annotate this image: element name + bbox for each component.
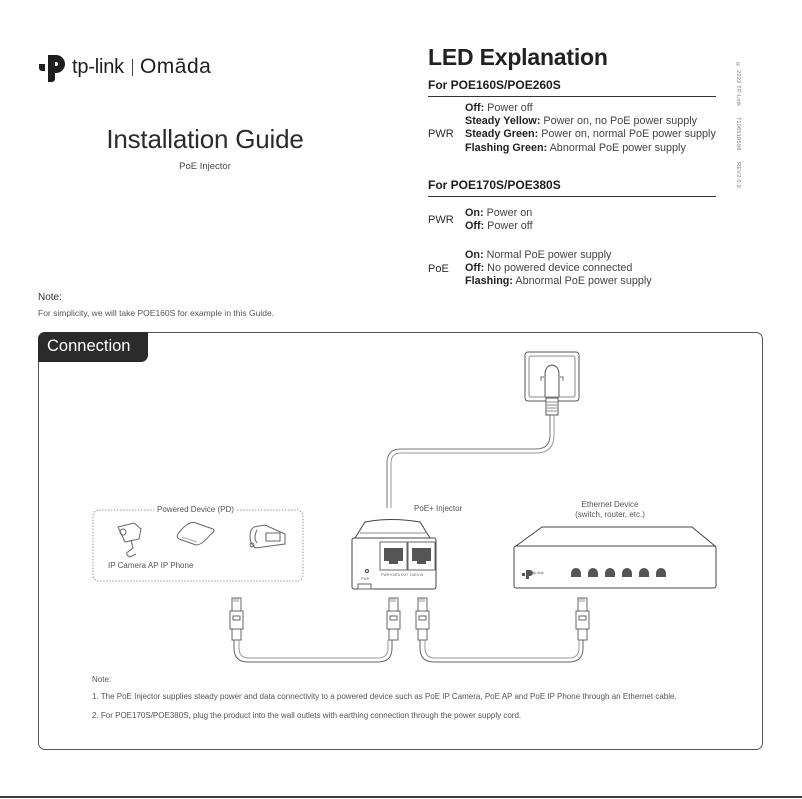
- led-label-pwr: PWR: [428, 214, 454, 226]
- ip-camera-icon: [118, 523, 141, 557]
- product-line-name: Omāda: [139, 55, 212, 78]
- led-state-line: Flashing Green: Abnormal PoE power supply: [465, 141, 686, 154]
- document-number: 7106510598: [735, 117, 741, 151]
- page-bottom-rule: [0, 796, 802, 798]
- led-state-line: On: Normal PoE power supply: [465, 249, 612, 261]
- page-title: Installation Guide: [106, 124, 304, 154]
- led-label-poe: PoE: [428, 263, 449, 275]
- pd-devices-label: IP Camera AP IP Phone: [108, 561, 194, 570]
- led-label-pwr: PWR: [428, 128, 454, 140]
- ethernet-cable-right: [416, 598, 589, 662]
- note-text: For simplicity, we will take POE160S for example in this Guide.: [38, 308, 275, 318]
- revision-text: REV2.0.0: [735, 161, 741, 188]
- access-point-icon: [177, 522, 214, 545]
- ip-phone-icon: [250, 525, 285, 548]
- ethernet-device-label-line1: Ethernet Device: [581, 500, 639, 509]
- connection-tab-label: Connection: [38, 332, 148, 362]
- led-explanation-title: LED Explanation: [428, 44, 608, 70]
- injector-pwr-led-label: PWR: [361, 577, 370, 581]
- led-state-line: Off: Power off: [465, 220, 533, 233]
- copyright-text: © 2022 TP-Link: [735, 62, 741, 107]
- brand-name: tp-link: [72, 55, 124, 78]
- led-state-line: Steady Green: Power on, normal PoE power supply: [465, 128, 716, 141]
- note-heading: Note:: [38, 292, 62, 303]
- led-section-heading-poe160s: For POE160S/POE260S: [428, 78, 716, 97]
- injector-port-labels: PWR+DATA OUT DATA IN: [381, 573, 424, 577]
- wall-outlet-icon: [525, 352, 579, 415]
- ethernet-switch-icon: [514, 527, 716, 588]
- led-state-line: Off: No powered device connected: [465, 262, 633, 275]
- connection-note-2: 2. For POE170S/POE380S, plug the product into the wall outlets with earthing connection through the power supply cord.: [92, 711, 522, 720]
- led-state-line: Off: Power off: [465, 102, 533, 114]
- led-state-line: Steady Yellow: Power on, no PoE power supply: [465, 115, 698, 128]
- connection-notes-heading: Note:: [92, 675, 112, 684]
- poe-injector-label: PoE+ Injector: [414, 504, 463, 513]
- powered-device-group-label: Powered Device (PD): [154, 505, 237, 514]
- ethernet-device-label: [560, 500, 660, 520]
- led-state-line: Flashing: Abnormal PoE power supply: [465, 275, 652, 288]
- ethernet-cable-left: [230, 598, 400, 662]
- switch-brand-label: tp-link: [533, 570, 544, 575]
- connection-note-1: 1. The PoE Injector supplies steady power and data connectivity to a powered device such as PoE IP Camera, PoE AP and PoE IP Phone through an Ethernet cable.: [92, 692, 677, 701]
- led-section-heading-poe170s: For POE170S/POE380S: [428, 178, 716, 197]
- led-state-line: On: Power on: [465, 207, 533, 219]
- page-subtitle: PoE Injector: [179, 161, 231, 172]
- ethernet-device-label-line2: (switch, router, etc.): [575, 510, 645, 519]
